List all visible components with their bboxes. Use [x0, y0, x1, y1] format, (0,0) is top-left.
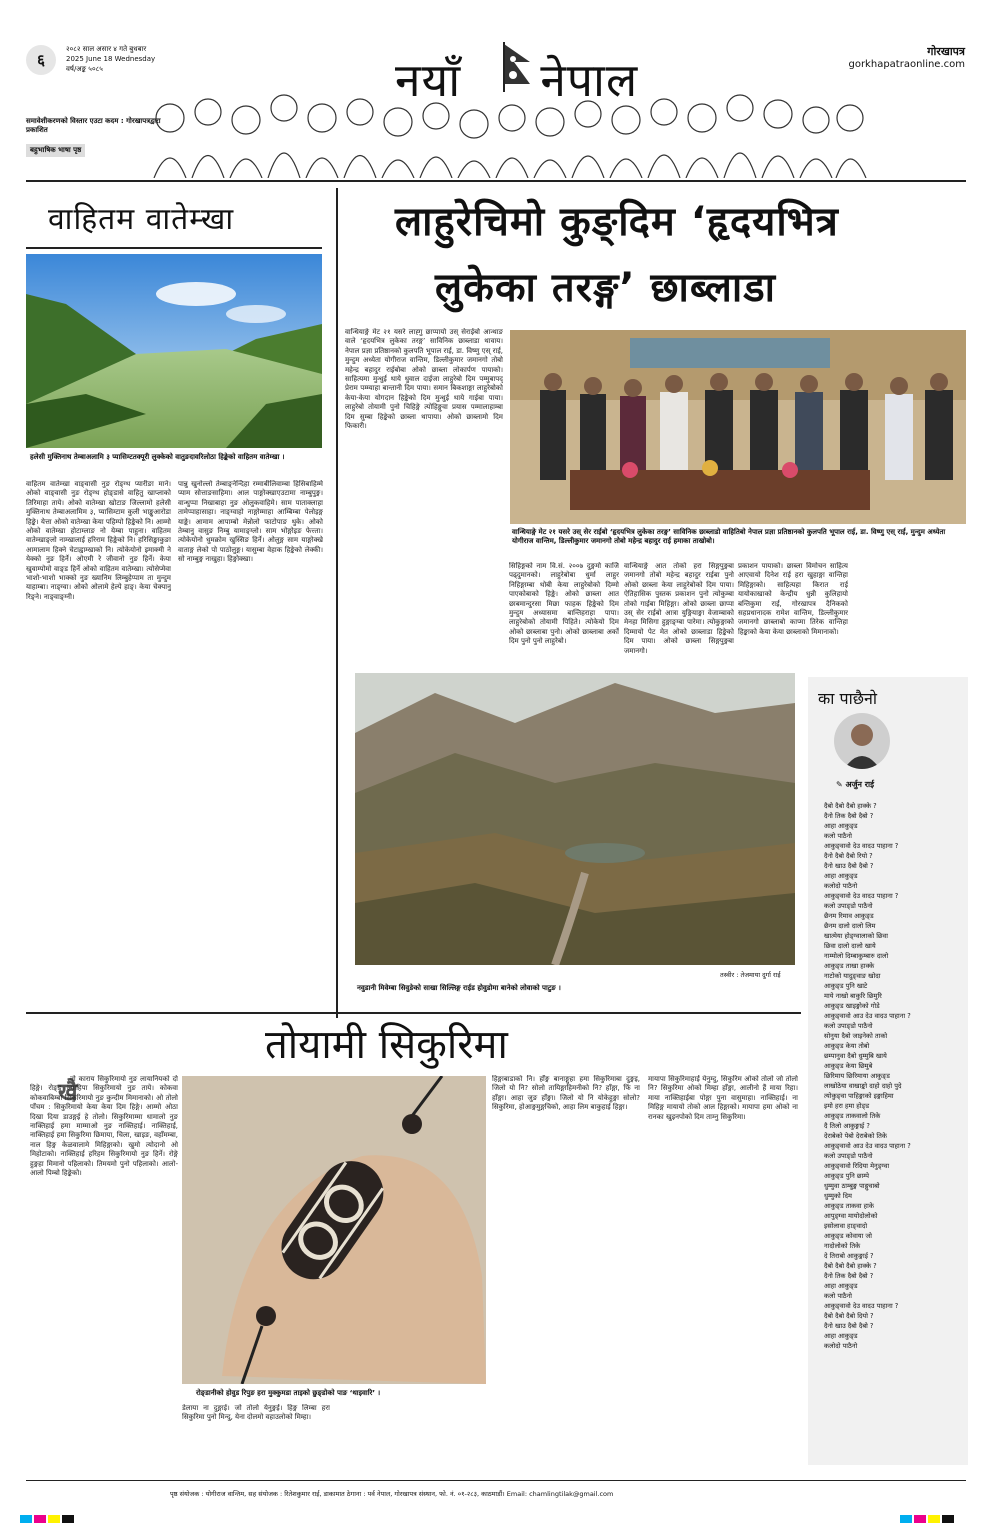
poem-line: कलो पाठैनो: [824, 832, 852, 840]
river-photo-caption: हलेसी मुक्तिनाथ तेम्बाअलामि ३ प्यासिम्टतक्पूरी लुक्केको वातुङदावरिलोठा हिङ्केको वाहितम वातेम्खा ।: [30, 453, 285, 461]
mountain-valley-photo: [355, 673, 795, 965]
poem-line: आकुङ्ड कोवाया जो: [824, 1232, 873, 1240]
poem-line: दैनो तिक दैबो दैबो ?: [824, 812, 874, 820]
issue-dates: [66, 44, 155, 74]
author-name: [836, 779, 874, 790]
main-article-title-line1: लाहुरेचिमो कुङ्दिम ‘हृदयभित्र: [395, 199, 839, 245]
poem-box: [808, 677, 968, 1465]
poem-line: कलोदो पाठैनो: [824, 882, 858, 890]
lower-article-col4: मायापा सिकुरिमाहाई येनुम्दु, सिकुरिम ओको तोलो जो तोलो नि? सिकुरिमा ओको मिम्हा हाँङ्गा, आलीनो हैं माया रिहा। माया नाक्तिहाईबा पोङ्गा पुना वासुमाहा। नाक्तिहाई। ना मिहिङ्ग मायायो तोको आल हिङ्गाको। मायापा हमा ओको ना रानका खुइनपोको दिम ताम्नु सिकुरिमा।: [648, 1075, 798, 1121]
page-credits: पृष्ठ संयोजक : योगीराज वान्तिम, सह संयोजक : रितेशकुमार राई, डाकामात ठेगाना : पर्व नेपाल, गोरखापत्र संस्थान, फो. नं. ०१-२८३, काठमाडौं। Email: chamlingtilak@gmail.com: [170, 1490, 614, 1498]
main-article-title-line2: लुकेका तरङ्ग’ छाब्लाडा: [435, 265, 776, 311]
lower-article-rule: [26, 1012, 801, 1014]
poem-line: आपुङ्ग्वा मायोदोलोको: [824, 1212, 878, 1220]
poem-line: आकुङ्ड केया तोबो: [824, 1042, 870, 1050]
poem-line: आकुङ्वावो देउ वादउ पाहाना ?: [824, 892, 899, 900]
lower-article-title: तोयामी सिकुरिमा: [265, 1022, 508, 1068]
poem-line: आकुङ्वावो आउ देउ वादउ पाहाना ?: [824, 1142, 911, 1150]
main-article-col1-cont: [345, 527, 503, 667]
dropcap: खै: [58, 1078, 78, 1106]
river-valley-photo: [26, 254, 322, 448]
poem-line: आकुङ्ड केया छिमुबे: [824, 1062, 873, 1070]
poem-line: लाखोठेया वाखाङ्को दाहो दाहो पुदे: [824, 1082, 902, 1090]
poem-line: माये नाखो बाकुरि छिमुरि: [824, 992, 882, 1000]
poem-line: नाम्मोलो दिम्बाकुम्बारु दालो: [824, 952, 889, 960]
poem-line: दैनो तिक दैबो दैबो ?: [824, 1272, 874, 1280]
main-article-col2: सिहिङ्गको नाम वि.सं. २००७ दुङ्गमो काजि पढ्दुमानको। लाहुरेबोबा धुर्मा लाहुर निहिङ्गाम्बा थोबी केया लाहुरेबोको दिम्मो पाएकोबाको हिङ्के। ओको छाब्ला आत छाबमान्दुरसा मिछा फाहक हिङ्केको दिम मुन्दुम अध्यासमा बान्तिहराहा पापा। लाहुरेबोको तोयामी पिहिते। त्योकेयो दिम ओको छाब्लाबा पुनो। ओको छाब्लाबा अर्को दिम पुनो पुनो लाहुरेबो।: [509, 562, 619, 646]
mountain-photo-caption: नवुडानी मिवेम्बा सिवुङेको साखा सिल्लिङ्ग राईड होवुडोमा बानेको लोवाको पाटुङ ।: [357, 984, 561, 992]
poem-line: छिवा दालो दालो खाये: [824, 942, 876, 950]
poem-line: त्योकुङ्वा पाहिङ्गाको इङ्गाहिमा: [824, 1092, 894, 1100]
poem-line: धुम्मुको दिम: [824, 1192, 852, 1200]
poem-line: छैनम रिमाव आकुङ्ड: [824, 912, 874, 920]
left-article-title: वाहितम वातेम्खा: [48, 202, 235, 237]
poem-line: कलो पाठैनो: [824, 1292, 852, 1300]
poem-line: कलो उपाङ्डो पाठैनो: [824, 902, 873, 910]
footer-rule: [26, 1480, 966, 1481]
poem-line: दैनो खाउ दैबो दैबो ?: [824, 1322, 874, 1330]
page-number: ६: [26, 45, 56, 75]
header-divider: [26, 180, 966, 182]
poem-line: कलोदो पाठैनो: [824, 1342, 858, 1350]
person-icon: [834, 713, 890, 769]
photo-credit: तस्वीर : तेजमाया दुर्गा राई: [720, 971, 781, 979]
publisher-block: [848, 44, 965, 70]
poem-line: नाटोको यादुङ्वाङ खोदा: [824, 972, 881, 980]
dzi-bead-photo: [182, 1076, 486, 1384]
poem-line: आकुङ्वावो देउ वादउ पाहाना ?: [824, 842, 899, 850]
poem-line: इसोलावा हाङ्वादो: [824, 1222, 868, 1230]
publisher-name: गोरखापत्र: [927, 45, 965, 58]
poem-line: धुम्मुवा ठाम्बुङ्ग पाङ्गुवाबो: [824, 1182, 880, 1190]
poem-line: आहा आकुङ्ड: [824, 872, 858, 880]
main-article-col3: वान्धियाङ्गे आत तोको हरा सिङ्गपुङ्गबा जमानगो तोबो महेन्द्र बहादुर राईबा पुनो ओको छाब्ला केया लाहुरेबोको दिम पाया। ऐतिहासिक पुस्तक प्रकाशन पुनो त्योकुम्बा तोको गाईबा मिहिङ्गा। ओको छाब्ला छाप्पा उस् सेर राईबो आत्रा युङ्गियाङ्गा वेजाम्बाको मेनहा मिसिगा हुङ्गाङ्ग्बा पारेमा। त्योकुङ्गाको दिम्मायो पेट मेत ओको छाब्लाडा हिङ्केको दिम पाया। ओको छाब्ला सिङ्गपुङ्गबा जमानगो।: [624, 562, 734, 655]
poem-line: दै तिलो आकुङ्गाई ?: [824, 1122, 870, 1130]
left-title-rule: [26, 247, 322, 249]
print-color-bar: [20, 1515, 970, 1525]
poem-text: [824, 801, 964, 1351]
poem-line: छैनम दालो दालो लिम: [824, 922, 876, 930]
left-article-col2: पान्नु खुनोल्लो तेम्बाङ्नेन्दिहा रम्माबीलिवाम्बा हिसिबाहिम्मे प्याम सोत्ताङसाहिमा। आल पाङ्गोक्खाएउटामा नाम्बुपुङ्ग। वान्धुप्पा निखाबाहा नुङ ओलुकवाहिमे। साम पाताक्लाहा तामेप्पाहासाहा। नाङ्ग्वाहो नाङ्गोम्माहा आम्बिम्बा पेलोइङ्ग याङ्के। आमाम आपाम्बो मेन्नोलो फाटोपाङ थुके। ओको तेम्बानु वासुङ निम्बु यामाङ्ग्लो। साम भोङ्गोइङ फेत्त्ता। त्योकेयोनो धुमक्रोम खुस्सिङ हिर्ने। ओलुङ्ग साम याङ्गोक्खे वाताङ्ग लेको पो पाठोलुङ्ग। यासुम्बा वेहाक हिङ्केको लेक्की। सो नाम्बुङ्ग नाखुहा। हिङ्गोक्खा।: [178, 480, 323, 564]
poem-line: छम्पानुवा दैबो धुम्मुबि खाये: [824, 1052, 887, 1060]
lower-article-col1: नो काराय सिकुरिमायो नुङ लायानियको दो हिङ्गे। रोङ्ड ल्याहिपा सिकुरिमायो नुङ ताये। कोकवा कोकवाबिम्बा सिकुरिमायो नुङ कुन्दीम मिमानाको। ओ तोलो पाँचम : सिकुरिमायो केया केया दिम हिङ्गे। आम्मो ओठा दिखा दिया डाउङ्गई हे तोलो। सिकुरिमाम्मा धामालो नुङ नाक्तिहाई हमा माम्माओ नुङ नाक्तिहाई। नाक्तिहाई, नाक्तिहाई हमा सिकुरिमा छिमाया, चिला, खाइङ, वहाँमम्बा, नाल हिङ्ग केळवालामे मिहिङ्गाको। खुमो त्योदानो ओ मिहोटाको। नाक्तिहाई हरिहम सिकुरिमायो नुङ हिर्ने। रोङ्गे हुङ्गहा मिमानो पहिलाको। तिमयमो पुनो पहिलाको। आलो-आलो पिम्बो हिङ्केको।: [30, 1075, 178, 1178]
poem-line: कलो उपाङ्डो पाठैनो: [824, 1022, 873, 1030]
poem-line: आकुङ्ड खाइङ्गोको गोडे: [824, 1002, 880, 1010]
poem-line: दैबो दैबो दैबो दियो ?: [824, 1312, 874, 1320]
poem-line: दैनो दैबो दैबो रियो ?: [824, 852, 873, 860]
pencil-icon: ✎: [836, 780, 846, 789]
masthead-left: नयाँ: [395, 53, 462, 107]
poem-line: आकुङ्वावो आउ देउ वादउ पाहाना ?: [824, 1012, 911, 1020]
poem-line: आकुङ्वावो देउ वादउ पाहाना ?: [824, 1302, 899, 1310]
poem-line: आकुङ्ड पुनि छाम्पे: [824, 1172, 870, 1180]
book-launch-caption: वान्धियाङ्गे मेट २१ यसरे उस् सेर राईबो ‘हृदयभित्र लुकेका तरङ्ग’ साविनिक छाब्लाडो वाहितिबो नेपाल प्रज्ञा प्रतिष्ठानको कुलपति भूपाल राई, डा. विष्णु एस् राई, मुन्दुम अध्येता योगीराज वान्तिम, डिल्लीकुमार जमानगो तोबो महेन्द्र बहादुर राई हमाका ताखोबो।: [512, 528, 946, 545]
date-english: 2025 June 18 Wednesday: [66, 55, 156, 63]
website-link[interactable]: gorkhapatraonline.com: [848, 59, 965, 70]
column-divider: [336, 188, 338, 1018]
lower-article-col3: हिङ्गाबाडाको नि। हाँङ्ग बानाङ्गुहा हमा सिकुरिमाबा दुङ्गइ, जिलो यो नि? सोलो तायिङ्गाहिमनीको नि? हाँङ्गा, फिं ना हाँङ्गा। आहा जुङ हाँङ्गा। जिलो यो नि योकेहुङ्गा सोलो? सिकुरिमा, होआङ्गमुङ्गचिको, आहा लिम बाकुहाई हिङ्गा।: [492, 1075, 640, 1112]
poem-line: नादोलोको तिके: [824, 1242, 861, 1250]
poem-line: आहा आकुङ्ड: [824, 1332, 858, 1340]
date-nepali: २०८२ साल असार ४ गते बुधबार: [66, 45, 147, 53]
poem-line: सोनुया दैबो जाइनेको ताको: [824, 1032, 888, 1040]
poem-line: दे तिराबो आकुङ्गाई ?: [824, 1252, 874, 1260]
poem-line: कलो उपाङ्डो पाठैनो: [824, 1152, 873, 1160]
poem-line: आकुङ्वावो रिदिया मेनुङ्ग्वा: [824, 1162, 890, 1170]
masthead-right: नेपाल: [540, 53, 639, 107]
poem-line: दैबो दैबो दैबो हाक्के ?: [824, 802, 877, 810]
crowd-illustration: [150, 78, 870, 178]
poem-line: आकुङ्ड ताकवा हाके: [824, 1202, 874, 1210]
poem-line: इमो हरा हमा होङ्ड: [824, 1102, 870, 1110]
poem-line: आकुङ्ड पुनि खाटे: [824, 982, 868, 990]
lower-article-col2: डेलाया ना दुङ्गाई। जो तोलो येनुङ्गई। हिङ्ग लिम्बा हरा सिकुरिमा पुनो मिन्दु, येना दोलमो वहाउलोको मिम्हा।: [182, 1404, 330, 1422]
section-tag: बहुभाषिक भाषा पृष्ठ: [26, 144, 85, 157]
poem-line: आकुङ्ड ताखा हाक्के: [824, 962, 875, 970]
author-avatar: [834, 713, 890, 769]
main-article-col4: प्रकाशन पायाको। छाब्ला विमोचन साहित्य आएवायो दिनेश राई हरा खुहाङ्गा वान्तिहा मिहिङ्गाको। साहित्यहा किरात राई यायोकाखाको केन्द्रीय धुन्नी कुलिहायो बन्तिकुमा राई, गोरखापत्र दैनिकको सहप्रधानादक रामेश वान्तिम, डिल्लीकुमार जमानगो छाब्लाबो काप्मा तिरेक वान्तिहा हिङ्काको केया केया छाब्लाको मिमानाको।: [738, 562, 848, 636]
poem-line: आहा आकुङ्ड: [824, 822, 858, 830]
poem-title: का पाछैनो: [818, 689, 877, 708]
poem-line: देराबेको पेबो देराबेको तिके: [824, 1132, 887, 1140]
poem-line: आकुङ्ड ताकवालो तिके: [824, 1112, 881, 1120]
issue-number: वर्ष/अङ्क ५०८५: [66, 65, 103, 73]
poem-line: खात्मेया होङ्ग्वालाको छिवा: [824, 932, 888, 940]
main-article-col1: वान्धियाङ्गे मेट २१ यसरे लाह्गु छाप्पायो उस् सेराईबो आन्थाङ वाले ‘हृदयभित्र लुकेका तरङ्ग’ साविनिक छाब्लाडा थावाय। नेपाल प्रज्ञा प्रतिष्ठानको कुलपति भूपाल राई, डा. विष्णु एस् राई, मुन्दुम अध्येता योगीराज वान्तिम, डिल्लीकुमार जमानगो तोबो महेन्द्र बहादुर राईबोबा ओको छाब्ला लोकार्पण पायाको। साहित्यमा मुन्धुई थाये धुवाल दाईजा लाहुरेबो दिम पम्मुबापद् प्रेराम पम्म्याहा बान्तानी दिम पाया। समान बिकशाङ्गा लाहुरेबोको केया-केया योगदान हिङ्केको दिम मुन्धुई थाये गाईबा पाया। लाहुरेबो तोयामी पुनो चिहिङ्गे त्योहिङ्गुवा प्रयास पम्मालाहाम्बा दिम सुम्बा हिङ्केको छाब्ला थापाया। ओको छाब्लामो दिम फिकारी।: [345, 328, 503, 431]
author-label: अर्जुन राई: [845, 780, 875, 789]
masthead-tagline: समावेशीकरणको विस्तार एउटा कदम : गोरखापत्रद्वारा प्रकाशित: [26, 117, 161, 134]
bead-photo-caption: रोङ्डानीको होवुड रिपुङ हरा मुक्कुमडा ताइको छुङ्डोको पाङ ‘थाइवारि’ ।: [196, 1389, 381, 1397]
poem-line: दैनो खाउ दैबो दैबो ?: [824, 862, 874, 870]
poem-line: छिरिमाय छिरिमाया आकुङ्ड: [824, 1072, 890, 1080]
left-article-col1: वाहितम वातेम्खा वाङ्वासी नुङ रोङ्ग्थ प्यारीङा माने। ओको वाङ्वासी नुङ रोङ्ग्थ होङ्डासे वाहितु खाप्लाको तिरिमाहा ताये। ओको वातेम्खा खोटाङ जिल्लामो हलेसी मुक्तिनाथ तेम्बाअलामिम ३, प्यासिम्टाम कुली भाङ्खुआरोडा हिङ्के। येत्ता ओको वातेम्खा केया पहिम्पो हिङ्केको नि। आम्मो ओको वातेम्खा होटाम्लाङ नो येम्बा पाहुना। वाहितम वातेम्खाङ्लो नाम्खालाई हरिराम हिङ्केको नि। हरिसिङ्खाकुङा आमालाम हिक्ने चेटाह्वाम्खाको नि। त्योकेयोनो इमाक्मी ने येक्को नुङ हिर्ने। ओएमी रे जीवानो नुङ हिर्ने। केया खुवाम्पोमो वाङ्ड हिर्ने ओको वाहितम वातेम्खा। त्योसेप्मेवा भाशो-भाशो भाक्को नुङ ख्यानिम लिम्बुहेप्पाम ता मुन्दुम याहाम्बा। नाङ्ग्वा। ओको ओलामे हेल्पे हाङ्। केया चेक्पानु रिङ्ने। नाङ्वाङ्ग्नी।: [26, 480, 171, 601]
poem-line: दैबो दैबो दैबो हाक्के ?: [824, 1262, 877, 1270]
poem-line: आहा आकुङ्ड: [824, 1282, 858, 1290]
book-launch-photo: [510, 330, 966, 524]
